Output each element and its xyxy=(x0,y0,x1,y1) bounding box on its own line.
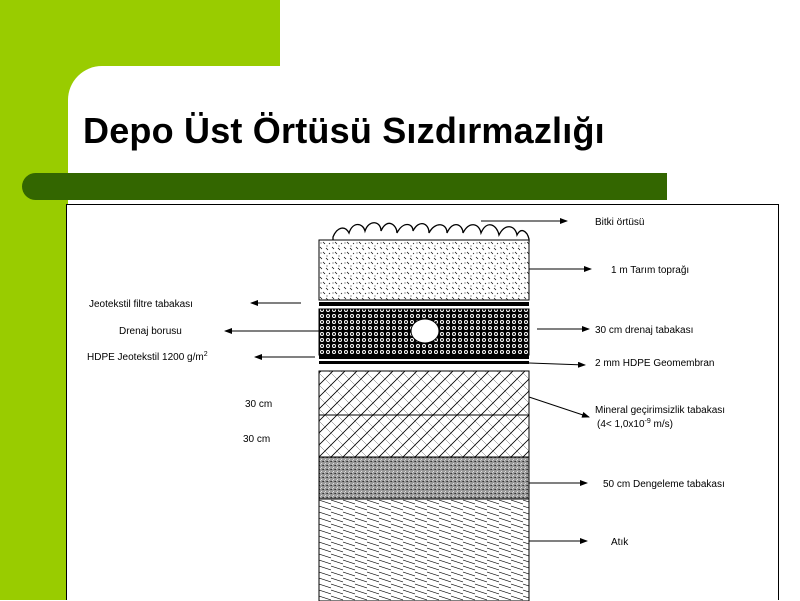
label-drainage-layer: 30 cm drenaj tabakası xyxy=(595,325,694,336)
label-vegetation: Bitki örtüsü xyxy=(595,217,645,228)
label-mineral-prefix: (4< 1,0x10 xyxy=(597,419,645,430)
title-underline-bar xyxy=(22,173,667,200)
label-thickness-2: 30 cm xyxy=(243,434,271,445)
arrow-geomembrane xyxy=(529,363,585,365)
landfill-cover-diagram xyxy=(66,204,779,600)
label-mineral-line2 xyxy=(597,418,673,430)
slide-title: Depo Üst Örtüsü Sızdırmazlığı xyxy=(83,110,605,151)
hdpe-geotextile-layer xyxy=(319,355,529,359)
mineral-layer-upper xyxy=(319,371,529,415)
drain-pipe xyxy=(411,319,439,343)
mineral-layer-lower xyxy=(319,415,529,457)
label-leveling: 50 cm Dengeleme tabakası xyxy=(603,479,725,490)
label-mineral-suffix: m/s) xyxy=(650,419,673,430)
cover-layers-svg xyxy=(67,205,780,601)
waste-layer xyxy=(319,499,529,601)
vegetation-layer xyxy=(333,223,529,241)
label-hdpe-geotextile xyxy=(87,351,208,363)
green-left-strip xyxy=(0,0,68,600)
label-hdpe-prefix: HDPE Jeotekstil 1200 g/m xyxy=(87,352,204,363)
label-topsoil: 1 m Tarım toprağı xyxy=(611,265,690,276)
label-mineral-exponent: -9 xyxy=(644,418,651,425)
topsoil-layer xyxy=(319,240,529,300)
label-geotextile-filter: Jeotekstil filtre tabakası xyxy=(89,299,193,310)
label-geomembrane: 2 mm HDPE Geomembran xyxy=(595,358,715,369)
leveling-layer xyxy=(319,457,529,499)
geomembrane-layer xyxy=(319,361,529,364)
label-drain-pipe: Drenaj borusu xyxy=(119,326,182,337)
arrow-mineral xyxy=(529,397,589,417)
label-waste: Atık xyxy=(611,537,629,548)
label-mineral-line1: Mineral geçirimsizlik tabakası xyxy=(595,405,726,416)
geotextile-filter-layer xyxy=(319,302,529,306)
label-hdpe-exponent: 2 xyxy=(203,351,208,358)
label-thickness-1: 30 cm xyxy=(245,399,273,410)
